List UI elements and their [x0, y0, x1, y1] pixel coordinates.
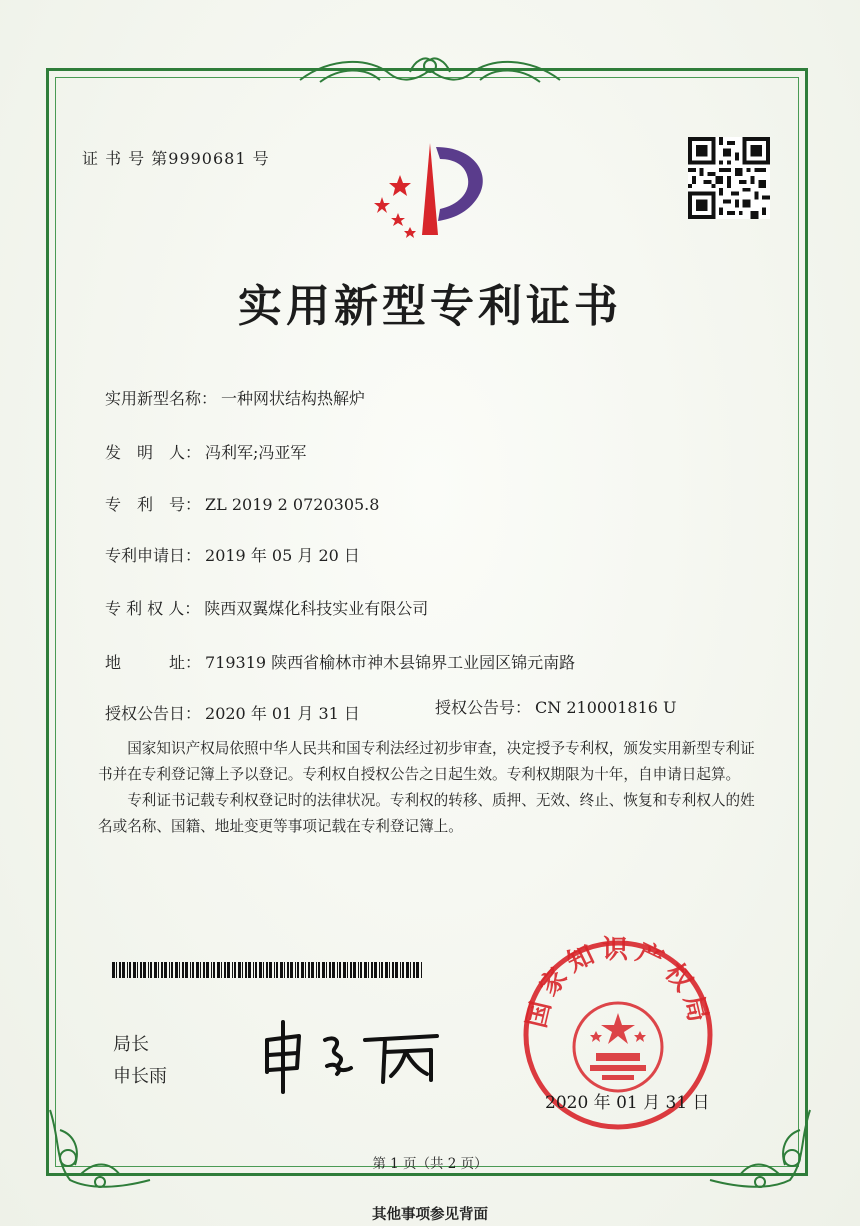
certificate-number: 证 书 号 第9990681 号: [82, 149, 270, 168]
field-label: 地 址：: [105, 653, 202, 672]
field-value: CN 210001816 U: [535, 698, 677, 717]
field-label: 授权公告日：: [105, 704, 202, 723]
field-label: 发 明 人：: [105, 443, 202, 462]
director-name: 申长雨: [113, 1066, 167, 1087]
field-label: 专 利 权 人：: [105, 599, 201, 618]
barcode-icon: [112, 962, 424, 978]
certificate-body: [98, 736, 768, 840]
body-paragraph-2: 专利证书记载专利权登记时的法律状况。专利权的转移、质押、无效、终止、恢复和专利权人的姓名或名称、国籍、地址变更等事项记载在专利登记簿上。: [98, 792, 755, 835]
field-value: ZL 2019 2 0720305.8: [205, 495, 380, 514]
director-signature-icon: [255, 1010, 445, 1095]
back-note: 其他事项参见背面: [372, 1206, 488, 1223]
qr-code-icon: [688, 137, 770, 219]
patent-office-emblem-icon: [360, 135, 500, 240]
top-ornament-icon: [290, 52, 570, 92]
field-label: 授权公告号：: [435, 698, 532, 717]
field-patent-number: [105, 492, 379, 515]
seal-text: 国家知识产权局: [521, 935, 715, 1031]
field-value: 2019 年 05 月 20 日: [205, 546, 360, 565]
field-grant-date: [105, 701, 360, 724]
field-patentee: [105, 596, 428, 619]
page-number: 第 1 页（共 2 页）: [372, 1156, 488, 1172]
field-value: 一种网状结构热解炉: [221, 389, 366, 408]
field-label: 实用新型名称：: [105, 389, 218, 408]
certificate-title: 实用新型专利证书: [238, 281, 622, 332]
field-grant-number: [435, 695, 677, 718]
field-address: [105, 650, 575, 673]
field-value: 陕西双翼煤化科技实业有限公司: [204, 599, 429, 618]
director-title: 局长: [113, 1034, 149, 1055]
field-filing-date: [105, 543, 360, 566]
field-label: 专 利 号：: [105, 495, 202, 514]
field-value: 冯利军;冯亚军: [205, 443, 307, 462]
body-paragraph-1: 国家知识产权局依照中华人民共和国专利法经过初步审查，决定授予专利权，颁发实用新型专利证书并在专利登记簿上予以登记。专利权自授权公告之日起生效。专利权期限为十年，自申请日起算。: [98, 740, 755, 783]
bottom-left-ornament-icon: [40, 1100, 160, 1195]
field-utility-model-name: [105, 386, 365, 409]
field-value: 719319 陕西省榆林市神木县锦界工业园区锦元南路: [205, 653, 576, 672]
field-value: 2020 年 01 月 31 日: [205, 704, 360, 723]
field-inventor: [105, 440, 306, 463]
bottom-right-ornament-icon: [700, 1100, 820, 1195]
field-label: 专利申请日：: [105, 546, 202, 565]
seal-date: 2020 年 01 月 31 日: [545, 1093, 710, 1113]
